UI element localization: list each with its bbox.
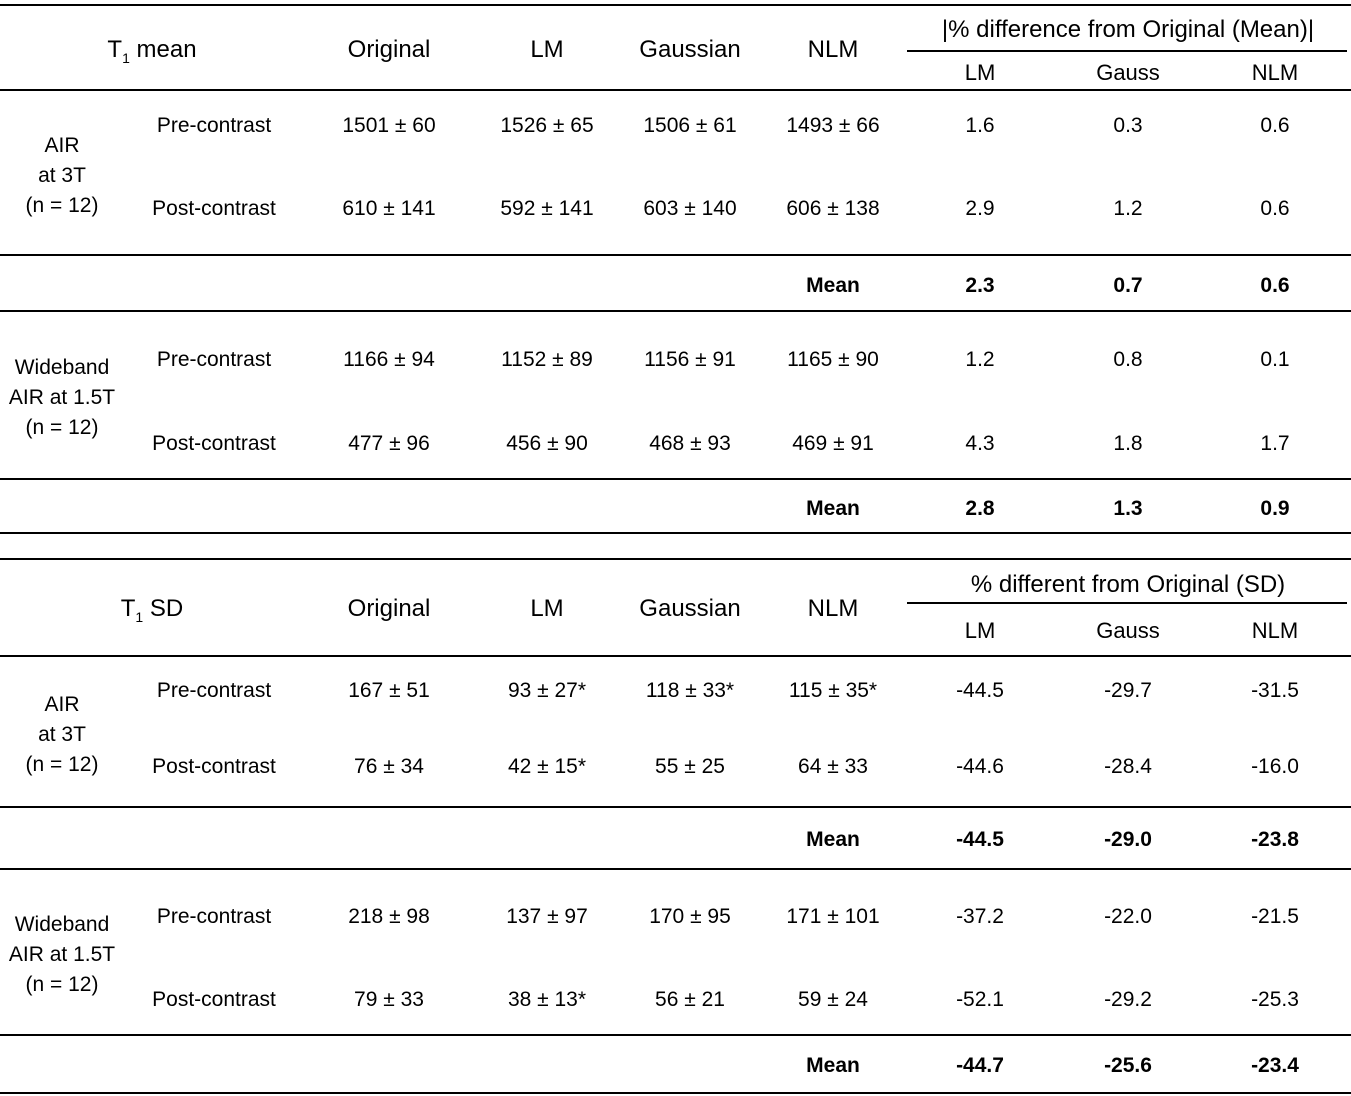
difference-group-header: % different from Original (SD) xyxy=(970,571,1286,598)
value-cell: 59 ± 24 xyxy=(798,988,868,1011)
row-label: Pre-contrast xyxy=(156,348,272,371)
group-label xyxy=(26,690,99,780)
group-label-line: Wideband xyxy=(14,356,110,379)
group-label-line: AIR xyxy=(44,134,80,157)
value-cell: 218 ± 98 xyxy=(348,905,430,928)
value-cell: 118 ± 33* xyxy=(645,679,735,702)
value-cell: 468 ± 93 xyxy=(649,432,731,455)
value-cell: 76 ± 34 xyxy=(354,755,424,778)
difference-cell: 1.2 xyxy=(1113,197,1143,220)
value-cell: 477 ± 96 xyxy=(348,432,430,455)
mean-cell: -25.6 xyxy=(1104,1054,1152,1077)
difference-cell: -22.0 xyxy=(1104,905,1152,928)
stat-symbol: T xyxy=(120,595,136,622)
difference-cell: -37.2 xyxy=(956,905,1004,928)
group-rule xyxy=(0,478,1351,480)
mean-cell: 0.7 xyxy=(1113,274,1143,297)
group-label xyxy=(9,353,115,443)
row-label: Pre-contrast xyxy=(156,114,272,137)
value-cell: 137 ± 97 xyxy=(506,905,588,928)
difference-cell: 2.9 xyxy=(965,197,995,220)
mean-bottom-rule xyxy=(0,532,1351,534)
difference-cell: -16.0 xyxy=(1251,755,1299,778)
difference-cell: 0.6 xyxy=(1260,114,1290,137)
value-cell: 170 ± 95 xyxy=(649,905,731,928)
value-cell: 38 ± 13* xyxy=(507,988,587,1011)
stat-subscript: 1 xyxy=(122,50,130,66)
column-header: LM xyxy=(530,595,564,622)
difference-column-header: Gauss xyxy=(1096,618,1160,643)
difference-cell: 1.6 xyxy=(965,114,995,137)
value-cell: 469 ± 91 xyxy=(792,432,874,455)
value-cell: 1165 ± 90 xyxy=(787,348,879,371)
group-label-line: (n = 12) xyxy=(25,753,99,776)
difference-header-rule xyxy=(907,50,1347,52)
value-cell: 1506 ± 61 xyxy=(643,114,737,137)
value-cell: 592 ± 141 xyxy=(500,197,594,220)
value-cell: 167 ± 51 xyxy=(348,679,430,702)
mean-label: Mean xyxy=(806,274,860,297)
value-cell: 456 ± 90 xyxy=(506,432,588,455)
value-cell: 1152 ± 89 xyxy=(501,348,593,371)
header-bottom-rule xyxy=(0,89,1351,91)
stat-suffix: SD xyxy=(143,595,184,622)
difference-cell: -29.2 xyxy=(1104,988,1152,1011)
value-cell: 1156 ± 91 xyxy=(644,348,736,371)
column-header: LM xyxy=(530,36,564,63)
value-cell: 1526 ± 65 xyxy=(500,114,594,137)
difference-cell: 1.2 xyxy=(965,348,995,371)
value-cell: 79 ± 33 xyxy=(354,988,424,1011)
group-label-line: Wideband xyxy=(14,913,110,936)
difference-cell: 0.1 xyxy=(1260,348,1290,371)
mean-cell: -29.0 xyxy=(1104,828,1152,851)
difference-cell: 1.7 xyxy=(1260,432,1290,455)
row-label: Post-contrast xyxy=(152,755,276,778)
value-cell: 1166 ± 94 xyxy=(343,348,435,371)
value-cell: 610 ± 141 xyxy=(342,197,436,220)
difference-column-header: Gauss xyxy=(1096,60,1160,85)
difference-cell: -31.5 xyxy=(1251,679,1299,702)
mean-cell: 1.3 xyxy=(1113,497,1143,520)
mean-cell: 0.9 xyxy=(1260,497,1290,520)
value-cell: 93 ± 27* xyxy=(507,679,587,702)
group-label-line: AIR at 1.5T xyxy=(8,943,116,966)
mean-cell: -23.4 xyxy=(1251,1054,1299,1077)
value-cell: 55 ± 25 xyxy=(655,755,725,778)
difference-cell: -28.4 xyxy=(1104,755,1152,778)
difference-group-header: |% difference from Original (Mean)| xyxy=(941,16,1315,43)
mean-bottom-rule xyxy=(0,1092,1351,1094)
row-label: Post-contrast xyxy=(152,432,276,455)
column-header: Gaussian xyxy=(639,595,741,622)
difference-column-header: LM xyxy=(964,60,996,85)
stat-suffix: mean xyxy=(129,36,197,63)
value-cell: 1493 ± 66 xyxy=(786,114,880,137)
mean-cell: 2.8 xyxy=(965,497,995,520)
difference-cell: -29.7 xyxy=(1104,679,1152,702)
difference-cell: -44.6 xyxy=(956,755,1004,778)
group-label-line: (n = 12) xyxy=(25,194,99,217)
row-label: Pre-contrast xyxy=(156,905,272,928)
difference-cell: 1.8 xyxy=(1113,432,1143,455)
mean-cell: -44.5 xyxy=(956,828,1004,851)
group-rule xyxy=(0,254,1351,256)
table-top-rule xyxy=(0,558,1351,560)
row-label: Post-contrast xyxy=(152,988,276,1011)
group-label-line: (n = 12) xyxy=(25,416,99,439)
mean-cell: 2.3 xyxy=(965,274,995,297)
value-cell: 64 ± 33 xyxy=(798,755,868,778)
column-header: NLM xyxy=(807,36,859,63)
difference-cell: 4.3 xyxy=(965,432,995,455)
difference-column-header: NLM xyxy=(1251,618,1299,643)
stat-symbol: T xyxy=(107,36,123,63)
table-top-rule xyxy=(0,4,1351,6)
stat-header xyxy=(120,595,184,625)
mean-label: Mean xyxy=(806,497,860,520)
difference-cell: -44.5 xyxy=(956,679,1004,702)
group-rule xyxy=(0,806,1351,808)
row-label: Post-contrast xyxy=(152,197,276,220)
group-label xyxy=(26,131,99,221)
mean-label: Mean xyxy=(806,828,860,851)
group-label-line: at 3T xyxy=(38,164,86,187)
mean-label: Mean xyxy=(806,1054,860,1077)
column-header: Original xyxy=(347,36,431,63)
mean-bottom-rule xyxy=(0,868,1351,870)
value-cell: 171 ± 101 xyxy=(786,905,880,928)
header-bottom-rule xyxy=(0,655,1351,657)
value-cell: 56 ± 21 xyxy=(655,988,725,1011)
value-cell: 603 ± 140 xyxy=(643,197,737,220)
mean-bottom-rule xyxy=(0,310,1351,312)
group-rule xyxy=(0,1034,1351,1036)
group-label-line: (n = 12) xyxy=(25,973,99,996)
group-label-line: AIR xyxy=(44,693,80,716)
value-cell: 115 ± 35* xyxy=(788,679,878,702)
difference-column-header: NLM xyxy=(1251,60,1299,85)
mean-cell: -44.7 xyxy=(956,1054,1004,1077)
difference-cell: -52.1 xyxy=(956,988,1004,1011)
value-cell: 606 ± 138 xyxy=(786,197,880,220)
group-label-line: at 3T xyxy=(38,723,86,746)
group-label xyxy=(9,910,115,1000)
difference-cell: 0.8 xyxy=(1113,348,1143,371)
stat-header xyxy=(107,36,197,66)
difference-cell: 0.6 xyxy=(1260,197,1290,220)
difference-cell: -25.3 xyxy=(1251,988,1299,1011)
value-cell: 42 ± 15* xyxy=(507,755,587,778)
difference-column-header: LM xyxy=(964,618,996,643)
column-header: NLM xyxy=(807,595,859,622)
mean-cell: 0.6 xyxy=(1260,274,1290,297)
difference-cell: 0.3 xyxy=(1113,114,1143,137)
group-label-line: AIR at 1.5T xyxy=(8,386,116,409)
mean-cell: -23.8 xyxy=(1251,828,1299,851)
row-label: Pre-contrast xyxy=(156,679,272,702)
value-cell: 1501 ± 60 xyxy=(342,114,436,137)
column-header: Gaussian xyxy=(639,36,741,63)
column-header: Original xyxy=(347,595,431,622)
difference-header-rule xyxy=(907,602,1347,604)
difference-cell: -21.5 xyxy=(1251,905,1299,928)
stat-subscript: 1 xyxy=(135,609,144,625)
